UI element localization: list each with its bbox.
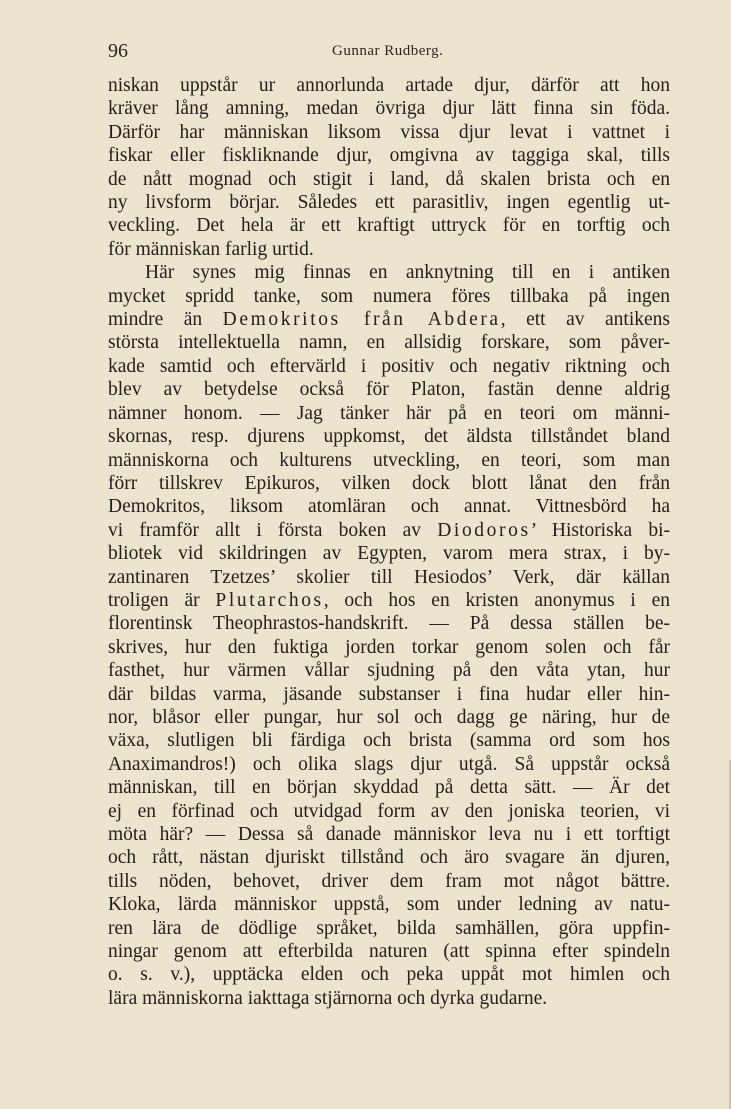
text-line xyxy=(108,285,670,308)
text-segment: nämner honom. — Jag tänker här på en teori om männi- xyxy=(108,402,670,424)
text-segment: , och hos en kristen anonymus i en xyxy=(323,589,670,611)
text-line xyxy=(108,402,670,425)
text-line xyxy=(108,519,670,542)
text-segment: lära människorna iakttaga stjärnorna och dyrka gudarne. xyxy=(108,987,548,1009)
text-segment: blev av betydelse också för Platon, fastän denne aldrig xyxy=(108,379,670,401)
text-segment: där bildas varma, jäsande substanser i fina hudar eller hin- xyxy=(108,683,670,705)
text-segment: mindre än xyxy=(108,309,223,331)
paragraph xyxy=(108,261,670,1010)
text-segment: Därför har människan liksom vissa djur levat i vattnet i xyxy=(108,121,670,143)
spaced-name: Diodoros xyxy=(437,519,531,541)
text-line xyxy=(108,214,670,237)
text-segment: kräver lång amning, medan övriga djur lätt finna sin föda. xyxy=(108,98,670,120)
text-line xyxy=(108,425,670,448)
text-line xyxy=(108,74,670,97)
text-segment: ren lära de dödlige språket, bilda samhällen, göra uppfin- xyxy=(108,917,670,939)
text-segment: för människan farlig urtid. xyxy=(108,238,314,260)
text-line xyxy=(108,144,670,167)
text-segment: fiskar eller fiskliknande djur, omgivna av taggiga skal, tills xyxy=(108,145,670,167)
text-line xyxy=(108,753,670,776)
spaced-name: Plutarchos xyxy=(215,589,324,611)
text-segment: mycket spridd tanke, som numera föres tillbaka på ingen xyxy=(108,285,670,307)
page-number: 96 xyxy=(108,40,128,62)
text-line xyxy=(108,191,670,214)
text-segment: fasthet, hur värmen vållar sjudning på den våta ytan, hur xyxy=(108,660,670,682)
text-line xyxy=(108,378,670,401)
text-segment: skrives, hur den fuktiga jorden torkar genom solen och får xyxy=(108,636,670,658)
text-segment: o. s. v.), upptäcka elden och peka uppåt mot himlen och xyxy=(108,964,670,986)
text-segment: niskan uppstår ur annorlunda artade djur, därför att hon xyxy=(108,75,670,96)
text-segment: , ett av antikens xyxy=(500,309,670,331)
text-line xyxy=(108,963,670,986)
text-line xyxy=(108,331,670,354)
text-line xyxy=(108,846,670,869)
text-segment: vi framför allt i första boken av xyxy=(108,519,438,541)
text-line xyxy=(108,893,670,916)
text-line xyxy=(108,636,670,659)
text-segment: Här synes mig finnas en anknytning till en i antiken xyxy=(145,262,670,284)
text-line xyxy=(108,659,670,682)
text-segment: veckling. Det hela är ett kraftigt uttryck för en torftig och xyxy=(108,215,670,237)
text-segment: troligen är xyxy=(108,589,216,611)
text-segment: största intellektuella namn, en allsidig forskare, som påver- xyxy=(108,332,670,354)
text-segment: Anaximandros!) och olika slags djur utgå. Så uppstår också xyxy=(108,753,670,775)
text-segment: Demokritos, liksom atomläran och annat. Vittnesbörd ha xyxy=(108,496,670,518)
paragraph xyxy=(108,74,670,261)
text-line xyxy=(108,495,670,518)
text-segment: människan, till en början skyddad på detta sätt. — Är det xyxy=(108,777,670,799)
page-header xyxy=(108,40,670,64)
text-line xyxy=(108,776,670,799)
running-head: Gunnar Rudberg. xyxy=(332,43,444,59)
spaced-name: Demokritos från Abdera xyxy=(222,309,501,331)
text-segment: Kloka, lärda människor uppstå, som under ledning av natu- xyxy=(108,894,670,916)
text-segment: möta här? — Dessa så danade människor leva nu i ett torftigt xyxy=(108,824,670,845)
text-line xyxy=(108,917,670,940)
text-segment: zantinaren Tzetzes’ skolier till Hesiodos’ Verk, där källan xyxy=(108,566,670,588)
text-line xyxy=(108,823,670,846)
text-line xyxy=(108,97,670,120)
text-line xyxy=(108,449,670,472)
text-line xyxy=(108,121,670,144)
text-segment: ny livsform börjar. Således ett parasitliv, ingen egentlig ut- xyxy=(108,192,670,214)
body-text xyxy=(108,74,670,1010)
text-line xyxy=(108,589,670,612)
text-line xyxy=(108,238,670,261)
text-segment: människorna och kulturens utveckling, en teori, som man xyxy=(108,449,670,471)
text-segment: växa, slutligen bli färdiga och brista (samma ord som hos xyxy=(108,730,670,752)
text-line xyxy=(108,542,670,565)
text-segment: ej en förfinad och utvidgad form av den joniska teorien, vi xyxy=(108,800,670,822)
text-segment: skornas, resp. djurens uppkomst, det äldsta tillståndet bland xyxy=(108,426,670,448)
text-segment: förr tillskrev Epikuros, vilken dock blott lånat den från xyxy=(108,472,670,494)
text-line xyxy=(108,800,670,823)
text-line xyxy=(108,612,670,635)
text-line xyxy=(108,308,670,331)
text-segment: de nått mognad och stigit i land, då skalen brista och en xyxy=(108,168,670,190)
text-line xyxy=(108,987,670,1010)
text-segment: nor, blåsor eller pungar, hur sol och dagg ge näring, hur de xyxy=(108,706,670,728)
text-segment: ’ Historiska bi- xyxy=(530,519,671,541)
text-line xyxy=(108,355,670,378)
text-line xyxy=(108,261,670,284)
text-segment: ningar genom att efterbilda naturen (att spinna efter spindeln xyxy=(108,941,670,963)
text-line xyxy=(108,472,670,495)
text-line xyxy=(108,168,670,191)
text-line xyxy=(108,729,670,752)
text-segment: bliotek vid skildringen av Egypten, varom mera strax, i by- xyxy=(108,543,670,565)
text-line xyxy=(108,940,670,963)
text-segment: florentinsk Theophrastos-handskrift. — På dessa ställen be- xyxy=(108,613,670,635)
text-line xyxy=(108,566,670,589)
text-line xyxy=(108,683,670,706)
text-segment: och rått, nästan djuriskt tillstånd och äro svagare än djuren, xyxy=(108,847,670,869)
text-segment: kade samtid och eftervärld i positiv och negativ riktning och xyxy=(108,355,670,377)
text-line xyxy=(108,706,670,729)
text-line xyxy=(108,870,670,893)
text-segment: tills nöden, behovet, driver dem fram mot något bättre. xyxy=(108,870,670,892)
